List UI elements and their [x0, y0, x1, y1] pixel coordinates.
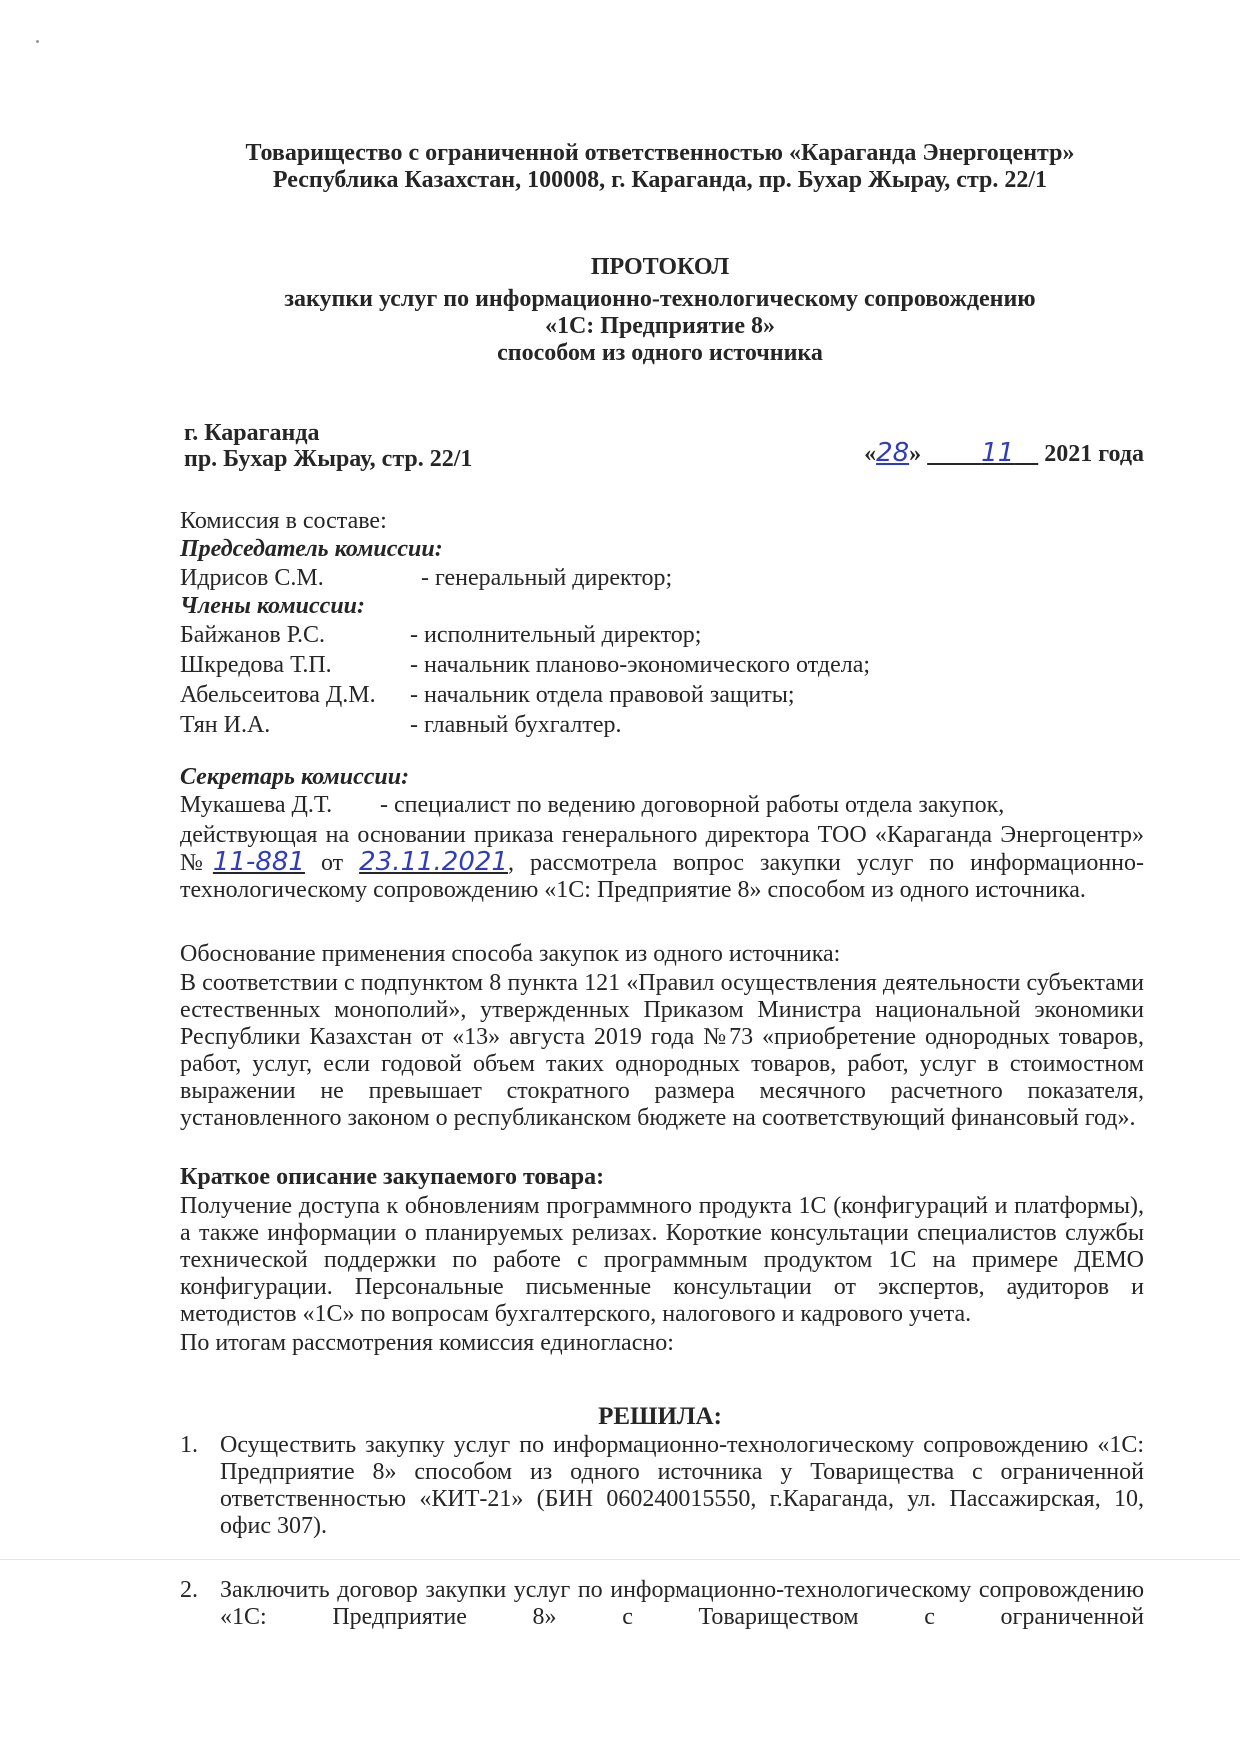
- member-role: - главный бухгалтер.: [410, 712, 622, 738]
- date-month-handwritten: 11: [981, 438, 1015, 468]
- page-divider: [0, 1559, 1240, 1560]
- date-month-field: [927, 438, 1038, 468]
- place-city: г. Караганда: [184, 420, 320, 446]
- results-text: По итогам рассмотрения комиссия единогласно:: [180, 1330, 674, 1356]
- commission-intro: Комиссия в составе:: [180, 508, 387, 534]
- decision-item: [180, 1577, 1144, 1637]
- chair-heading: Председатель комиссии:: [180, 536, 443, 562]
- description-text: Получение доступа к обновлениям программного продукта 1С (конфигураций и платформы), а также информации о планируемых релизах. Короткие консультации специалистов службы технической поддержки по работе с программным продуктом 1С на примере ДЕМО конфигурации. Персональные письменные консультации от экспертов, аудиторов и методистов «1С» по вопросам бухгалтерского, налогового и кадрового учета.: [180, 1193, 1144, 1327]
- document-subtitle-line-3: способом из одного источника: [497, 340, 823, 366]
- chair-name: Идрисов С.М.: [180, 565, 324, 591]
- decision-item-number: 2.: [180, 1577, 198, 1603]
- organization-address: Республика Казахстан, 100008, г. Караганда, пр. Бухар Жырау, стр. 22/1: [272, 167, 1048, 193]
- document-date: [864, 440, 1144, 468]
- decision-item-number: 1.: [180, 1432, 198, 1458]
- order-number-handwritten: 11-881: [212, 847, 305, 877]
- document-subtitle-line-1: закупки услуг по информационно-технологическому сопровождению: [284, 286, 1036, 312]
- date-close-quote: »: [909, 441, 922, 467]
- decision-heading: РЕШИЛА:: [598, 1403, 722, 1430]
- order-text-part-2: от: [320, 850, 344, 876]
- member-name: Байжанов Р.С.: [180, 622, 326, 648]
- members-heading: Члены комиссии:: [180, 593, 366, 619]
- secretary-heading: Секретарь комиссии:: [180, 764, 410, 790]
- order-paragraph: [180, 822, 1144, 904]
- member-name: Тян И.А.: [180, 712, 271, 738]
- document-subtitle-line-2: «1С: Предприятие 8»: [544, 313, 776, 339]
- member-role: - начальник отдела правовой защиты;: [410, 682, 795, 708]
- chair-role: - генеральный директор;: [421, 565, 673, 591]
- order-text-part-1: действующая на основании приказа генерального директора ТОО «Караганда Энергоцентр» №: [180, 822, 1144, 876]
- justification-heading: Обоснование применения способа закупок из одного источника:: [180, 941, 841, 967]
- decision-item-text: Осуществить закупку услуг по информационно-технологическому сопровождению «1С: Предприятие 8» способом из одного источника у Товарищества с ограниченной ответственностью «КИТ-21» (БИН 060240015550, г.Караганда, ул. Пассажирская, 10, офис 307).: [220, 1432, 1144, 1539]
- decision-item-text: Заключить договор закупки услуг по информационно-технологическому сопровождению «1С: Предприятие 8» с Товариществом с ограниченной: [220, 1577, 1144, 1630]
- member-role: - начальник планово-экономического отдела;: [410, 652, 871, 678]
- order-text-part-3: , рассмотрела вопрос закупки услуг по информационно-технологическому сопровождению «1С: Предприятие 8» способом из одного источника.: [180, 850, 1145, 903]
- secretary-name: Мукашева Д.Т.: [180, 792, 333, 818]
- document-title: ПРОТОКОЛ: [590, 254, 730, 280]
- description-heading: Краткое описание закупаемого товара:: [180, 1164, 605, 1190]
- secretary-role: - специалист по ведению договорной работы отдела закупок,: [380, 792, 1005, 818]
- organization-name: Товарищество с ограниченной ответственностью «Караганда Энергоцентр»: [245, 140, 1075, 166]
- scan-speck: [36, 40, 39, 43]
- order-date-handwritten: 23.11.2021: [359, 847, 508, 877]
- date-year: 2021 года: [1044, 441, 1144, 467]
- decision-item: [180, 1432, 1144, 1542]
- date-day-handwritten: 28: [876, 438, 910, 468]
- member-role: - исполнительный директор;: [410, 622, 702, 648]
- justification-text: В соответствии с подпунктом 8 пункта 121 «Правил осуществления деятельности субъектами естественных монополий», утвержденных Приказом Министра национальной экономики Республики Казахстан от «13» августа 2019 года №73 «приобретение однородных товаров, работ, услуг, если годовой объем таких однородных товаров, работ, услуг в стоимостном выражении не превышает стократного размера месячного расчетного показателя, установленного законом о республиканском бюджете на соответствующий финансовый год».: [180, 970, 1144, 1131]
- place-street: пр. Бухар Жырау, стр. 22/1: [184, 446, 473, 472]
- member-name: Абельсеитова Д.М.: [180, 682, 376, 708]
- member-name: Шкредова Т.П.: [180, 652, 332, 678]
- date-open-quote: «: [864, 441, 877, 467]
